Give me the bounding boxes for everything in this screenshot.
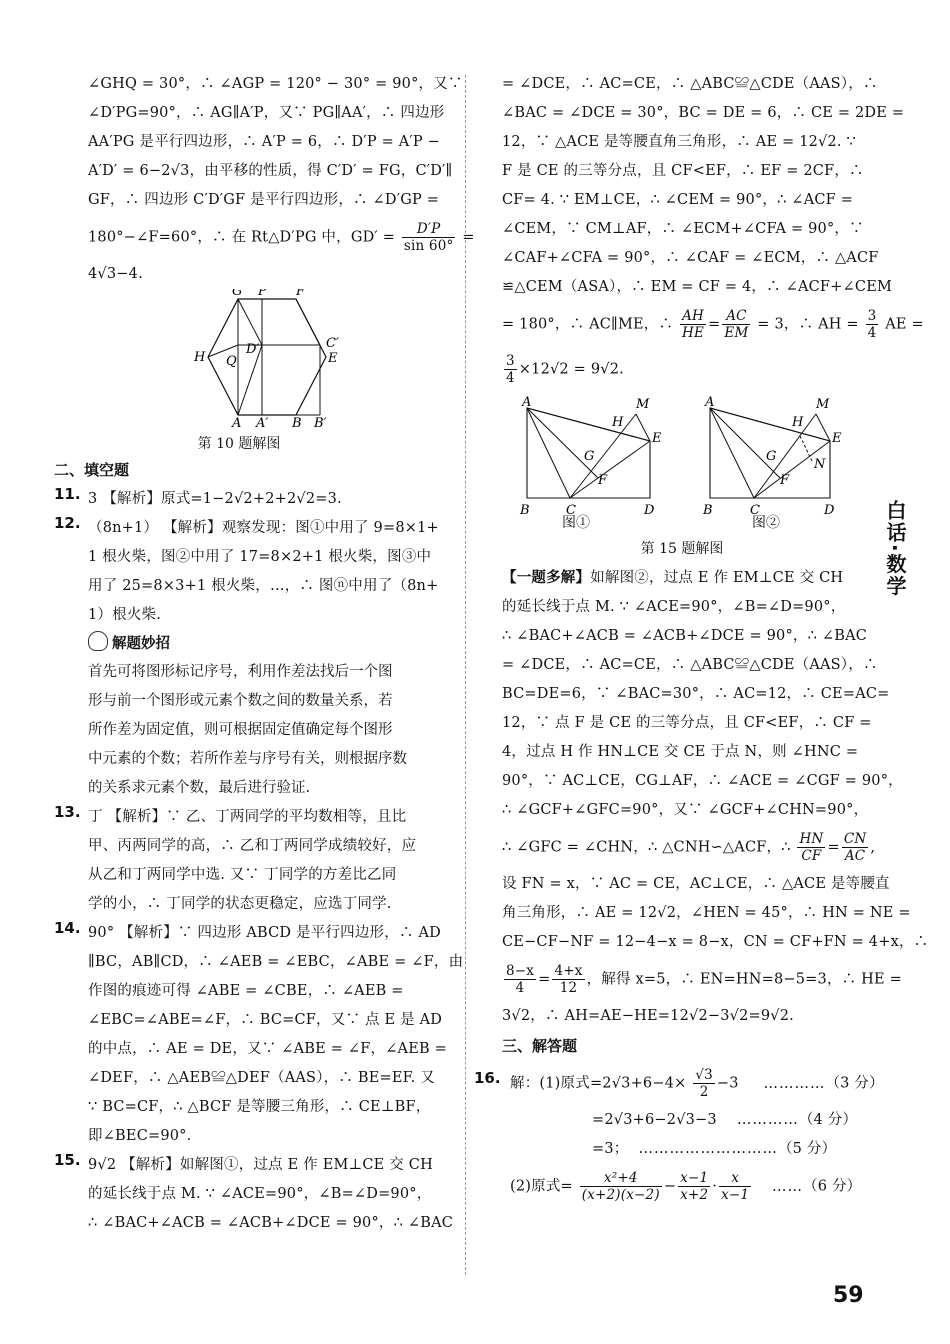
svg-text:H: H: [792, 415, 804, 430]
question-15: 15. 9√2 【解析】如解图①，过点 E 作 EM⊥CE 交 CH 的延长线于点 M. ∵ ∠ACE=90°，∠B=∠D=90°， ∴ ∠BAC+∠ACB = ∠ACB+∠DCE = 90°，∴ ∠BAC: [54, 1151, 454, 1231]
question-13: 13. 丁 【解析】∵ 乙、丁两同学的平均数相等，且比 甲、丙两同学的高，∴ 乙和丁两同学成绩较好，应 从乙和丁两同学中选. 又∵ 丁同学的方差比乙同 学的小，∴ 丁同学的状态更稳定，应选丁同学.: [54, 803, 417, 912]
triangle-diagrams: [502, 396, 862, 526]
q10-line-3: AA′PG 是平行四边形，∴ A′P = 6，∴ D′P = A′P −: [88, 134, 441, 150]
question-11: 11. 3 【解析】原式=1−2√2+2+2√2=3.: [54, 485, 342, 507]
sidebar-title: 白话·数学: [883, 500, 907, 598]
svg-text:E: E: [832, 431, 842, 446]
similar-triangles-line: ∴ ∠GFC = ∠CHN，∴ △CNH∽△ACF，∴ $\frac{HN}{CF}$ = $\frac{CN}{AC}$ ,: [502, 831, 876, 864]
hexagon-diagram: [180, 289, 360, 429]
svg-text:C: C: [566, 503, 576, 518]
q15-cont-2: ∠BAC = ∠DCE = 30°，BC = DE = 6，∴ CE = 2DE =: [502, 105, 905, 121]
svg-text:H: H: [612, 415, 624, 430]
q10-line-6: 180°−∠F=60°，∴ 在 Rt△D′PG 中，GD′ = $\frac{D'P}{\sin 60^\circ}$ =: [88, 221, 475, 254]
label-B: B: [292, 416, 302, 429]
q10-line-4: A′D′ = 6−2√3，由平移的性质，得 C′D′ = FG，C′D′∥: [88, 163, 453, 179]
q15-cont-1: = ∠DCE，∴ AC=CE，∴ △ABC≌△CDE（AAS），∴: [502, 76, 878, 92]
svg-text:M: M: [816, 397, 830, 412]
equation-line: $\frac{8-x}{4}$ = $\frac{4+x}{12}$ ，解得 x=5，∴ EN=HN=8−5=3，∴ HE =: [506, 963, 902, 996]
section-solve-title: 三、解答题: [502, 1037, 578, 1055]
left-column: [54, 70, 475, 1238]
column-divider: [465, 75, 466, 1275]
label-A-prime: A′: [256, 416, 269, 429]
svg-text:D: D: [824, 503, 835, 518]
svg-text:M: M: [636, 397, 650, 412]
svg-text:A: A: [705, 396, 715, 410]
label-A: A: [232, 416, 242, 429]
page-number: 59: [833, 1283, 864, 1308]
q15-cont-4: F 是 CE 的三等分点，且 CF<EF，∴ EF = 2CF，∴: [502, 163, 864, 179]
svg-text:G: G: [584, 449, 595, 464]
svg-text:A: A: [522, 396, 532, 410]
label-D-prime: D′: [246, 342, 260, 357]
figure-q15-caption: 第 15 题解图: [640, 541, 724, 557]
q10-line-7: 4√3−4.: [88, 266, 143, 282]
label-G: G: [232, 289, 243, 299]
tip-box: 解题妙招: [88, 630, 450, 658]
svg-text:E: E: [652, 431, 662, 446]
tip-body: 首先可将图形标记序号，利用作差法找后一个图 形与前一个图形或元素个数之间的数量关系，若 所作差为固定值，则可根据固定值确定每个图形 中元素的个数；若所作差与序号有关，则根据序数 的关系求元素个数，最后进行验证.: [88, 664, 407, 796]
svg-text:B: B: [703, 503, 713, 518]
figure-q10-caption: 第 10 题解图: [197, 436, 281, 452]
q15-cont-6: ∠CEM，∵ CM⊥AF，∴ ∠ECM+∠CFA = 90°，∵: [502, 221, 864, 237]
label-H: H: [194, 350, 206, 365]
question-16: 16. 解：(1)原式=2√3+6−4× $\frac{√3}{2}$ −3 …………（3 分） =2√3+6−2√3−3 …………（4 分） =3； ………………………（5 分） (2)原式= $\frac{\text{x²+4}}{(x+2)(x-2)}$ − $\frac{x-1}{x+2}$ · $\frac{x}{x-1}$ ……（6 分）: [474, 1067, 884, 1203]
right-column: = ∠DCE，∴ AC=CE，∴ △ABC≌△CDE（AAS），∴ ∠BAC = ∠DCE = 30°，BC = DE = 6，∴ CE = 2DE = 12，∵ △ACE 是等腰直角三角形，∴ AE = 12√2. ∵ F 是 CE 的三等分点，且 CF<EF，∴ EF = 2CF，∴ CF= 4. ∵ EM⊥CE，∴ ∠CEM = 90°，∴ ∠ACF = ∠CEM，∵ CM⊥AF，∴ ∠ECM+∠CFA = 90°，∵ ∠CAF+∠CFA = 90°，∴ ∠CAF = ∠ECM，∴ △ACF ≌△CEM（ASA），∴ EM = CF = 4，∴ ∠ACF+∠CEM = 180°，∴ AC∥ME，∴ $\frac{AH}{HE}$ = $\frac{AC}{EM}$ = 3，∴ AH = $\frac{3}{4}$ AE = $\frac{3}{4}$ ×12√2 = 9√2. A M H E G F B C D A M H E G N F B C D 图① 图② 第 15 题解图 【一题多解】如解图②，过点 E 作 EM⊥CE 交 CH 的延长线于点 M. ∵ ∠ACE=90°，∠B=∠D=90°， ∴ ∠BAC+∠ACB = ∠ACB+∠DCE = 90°，∴ ∠BAC = ∠DCE，∴ AC=CE，∴ △ABC≌△CDE（AAS），∴ BC=DE=6，∵ ∠BAC=30°，∴ AC=12，∴ CE=AC= 12，∵ 点 F 是 CE 的三等分点，且 CF<EF，∴ CF = 4，过点 H 作 HN⊥CE 交 CE 于点 N，则 ∠HNC = 90°，∵ AC⊥CE，CG⊥AF，∴ ∠ACE = ∠CGF = 90°， ∴ ∠GCF+∠GFC=90°，又∵ ∠GCF+∠CHN=90°， ∴ ∠GFC = ∠CHN，∴ △CNH∽△ACF，∴ $\frac{HN}{CF}$ = $\frac{CN}{AC}$ , 设 FN = x，∵ AC = CE，AC⊥CE，∴ △ACE 是等腰直 角三角形，∴ AE = 12√2，∠HEN = 45°，∴ HN = NE = CE−CF−NF = 12−4−x = 8−x，CN = CF+FN = 4+x，∴ $\frac{8-x}{4}$ = $\frac{4+x}{12}$ ，解得 x=5，∴ EN=HN=8−5=3，∴ HE = 3√2，∴ AH=AE−HE=12√2−3√2=9√2. 三、解答题 16. 解：(1)原式=2√3+6−4× $\frac{√3}{2}$ −3 …………（3 分） =2√3+6−2√3−3 …………（4 分） =3； ………………………（5 分） (2)原式= $\frac{\text{x²+4}}{(x+2)(x-2)}$ − $\frac{x-1}{x+2}$ · $\frac{x}{x-1}$ ……（6 分）: [502, 70, 862, 1209]
figure-q15: [502, 396, 862, 546]
figure-2-label: 图②: [752, 515, 780, 531]
fraction-dp-over-sin60: $\frac{D'P}{\sin 60^\circ}$: [403, 221, 454, 254]
label-C-prime: C′: [326, 336, 339, 351]
q10-line-2: ∠D′PG=90°，∴ AG∥A′P，又∵ PG∥AA′，∴ 四边形: [88, 105, 445, 121]
svg-text:B: B: [520, 503, 530, 518]
question-14: 14. 90° 【解析】∵ 四边形 ABCD 是平行四边形，∴ AD ∥BC，AB∥CD，∴ ∠AEB = ∠EBC，∠ABE = ∠F，由 作图的痕迹可得 ∠ABE = ∠CBE，∴ ∠AEB = ∠EBC=∠ABE=∠F，∴ BC=CF，又∵ 点 E 是 AD 的中点，∴ AE = DE，又∵ ∠ABE = ∠F，∠AEB = ∠DEF，∴ △AEB≌△DEF（AAS），∴ BE=EF. 又 ∵ BC=CF，∴ △BCF 是等腰三角形，∴ CE⊥BF， 即∠BEC=90°.: [54, 919, 464, 1144]
svg-text:F: F: [780, 473, 790, 488]
question-12: 12. （8n+1） 【解析】观察发现：图①中用了 9=8×1+ 1 根火柴，图②中用了 17=8×2+1 根火柴，图③中 用了 25=8×3+1 根火柴，…，∴ 图ⓝ中用了（8n+ 1）根火柴.: [54, 514, 439, 623]
q15-cont-7: ∠CAF+∠CFA = 90°，∴ ∠CAF = ∠ECM，∴ △ACF: [502, 250, 879, 266]
q15-cont-10: $\frac{3}{4}$ ×12√2 = 9√2.: [506, 353, 624, 386]
multi-solution-line-1: 【一题多解】如解图②，过点 E 作 EM⊥CE 交 CH: [502, 570, 844, 586]
label-B-prime: B′: [314, 416, 327, 429]
svg-text:F: F: [598, 473, 608, 488]
label-F: F: [296, 289, 306, 299]
q15-cont-3: 12，∵ △ACE 是等腰直角三角形，∴ AE = 12√2. ∵: [502, 134, 856, 150]
svg-text:C: C: [750, 503, 760, 518]
section-fill-blank-title: 二、填空题: [54, 461, 130, 479]
figure-1-label: 图①: [562, 515, 590, 531]
q15-cont-9: = 180°，∴ AC∥ME，∴ $\frac{AH}{HE}$ = $\frac{AC}{EM}$ = 3，∴ AH = $\frac{3}{4}$ AE =: [502, 308, 924, 341]
fraction-ac-em: $\frac{AC}{EM}$: [724, 308, 749, 341]
svg-text:D: D: [644, 503, 655, 518]
fraction-ah-he: $\frac{AH}{HE}$: [682, 308, 705, 341]
figure-q10: [180, 289, 360, 433]
label-E: E: [328, 351, 338, 366]
label-P: P: [258, 289, 267, 299]
svg-text:G: G: [766, 449, 777, 464]
hand-icon: [88, 631, 108, 651]
q10-line-1: ∠GHQ = 30°，∴ ∠AGP = 120° − 30° = 90°，又∵: [88, 76, 463, 92]
svg-text:N: N: [814, 457, 826, 472]
q15-cont-8: ≌△CEM（ASA），∴ EM = CF = 4，∴ ∠ACF+∠CEM: [502, 279, 893, 295]
fraction-3-4: $\frac{3}{4}$: [867, 308, 877, 341]
q15-cont-5: CF= 4. ∵ EM⊥CE，∴ ∠CEM = 90°，∴ ∠ACF =: [502, 192, 854, 208]
label-Q: Q: [226, 354, 237, 369]
q10-line-5: GF，∴ 四边形 C′D′GF 是平行四边形，∴ ∠D′GP =: [88, 192, 440, 208]
